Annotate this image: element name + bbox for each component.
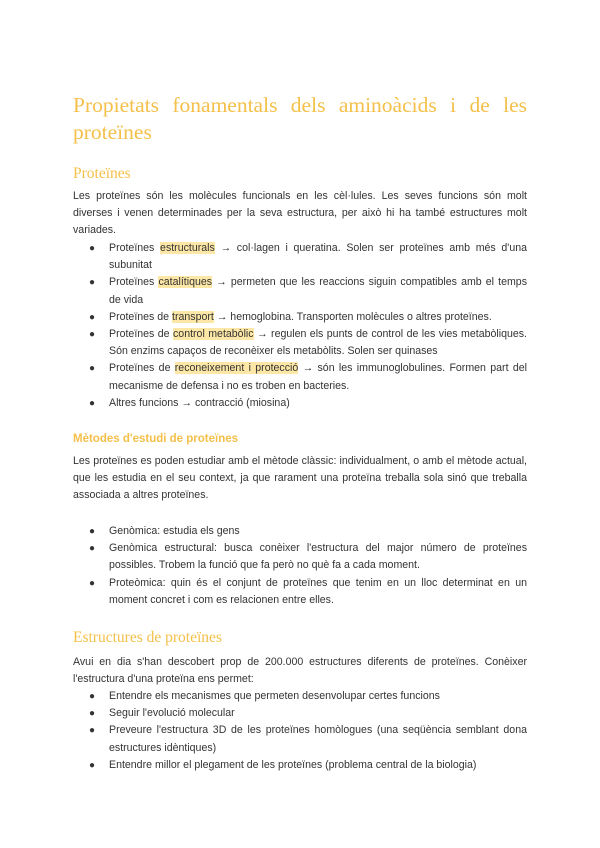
list-item: ● Entendre els mecanismes que permeten desenvolupar certes funcions (73, 688, 527, 705)
bullet-icon: ● (89, 329, 96, 341)
list-item: ● Seguir l'evolució molecular (73, 705, 527, 722)
metodes-intro: Les proteïnes es poden estudiar amb el mètode clàssic: individualment, o amb el mètode actual, que les estudia en el seu context, ja que rarament una proteïna treballa sola sinó que treballa associada a altres proteïnes. (73, 455, 527, 502)
highlight: catalítiques (158, 276, 213, 289)
list-item: ● Proteïnes catalítiques → permeten que les reaccions siguin compatibles amb el temps de vida (89, 276, 527, 306)
heading-metodes: Mètodes d'estudi de proteïnes (73, 433, 239, 445)
highlight: control metabòlic (173, 328, 254, 341)
bullet-icon: ● (89, 708, 96, 720)
heading-estructures: Estructures de proteïnes (73, 629, 222, 646)
list-item: ● Proteïnes estructurals → col·lagen i queratina. Solen ser proteïnes amb més d'una subunitat (89, 242, 527, 272)
bullet-icon: ● (89, 363, 96, 375)
highlight: estructurals (160, 242, 215, 254)
bullet-icon: ● (89, 397, 96, 409)
bullet-icon: ● (89, 759, 96, 771)
highlight: reconeixement i protecció (174, 362, 299, 375)
bullet-icon: ● (89, 243, 96, 254)
list-item: ● Genòmica: estudia els gens (73, 523, 527, 540)
estructures-list (73, 688, 527, 774)
list-item: ● Preveure l'estructura 3D de les proteïnes homòlogues (una seqüència semblant dona estructures idèntiques) (89, 724, 527, 754)
highlight: transport (172, 310, 214, 323)
bullet-icon: ● (89, 691, 96, 702)
list-item: ● Genòmica estructural: busca conèixer l'estructura del major número de proteïnes possibles. Trobem la funció que fa però no què fa a cada moment. (89, 542, 527, 572)
proteines-intro: Les proteïnes són les molècules funcionals en les cèl·lules. Les seves funcions són molt diverses i venen determinades per la seva estructura, per això hi ha també estructures molt variades. (73, 190, 527, 237)
heading-proteines: Proteïnes (73, 165, 131, 182)
list-item: ● Altres funcions → contracció (miosina) (73, 395, 527, 412)
list-item: ● Proteòmica: quin és el conjunt de proteïnes que tenim en un lloc determinat en un moment concret i com es relacionen entre elles. (89, 576, 527, 606)
bullet-icon: ● (89, 277, 96, 289)
list-item: ● Entendre millor el plegament de les proteïnes (problema central de la biologia) (73, 757, 527, 774)
bullet-icon: ● (89, 725, 96, 737)
metodes-list (73, 523, 527, 609)
page-title: Propietats fonamentals dels aminoàcids i de les proteïnes (73, 93, 527, 144)
proteines-list (73, 240, 527, 412)
bullet-icon: ● (89, 577, 96, 589)
list-item: ● Proteïnes de reconeixement i protecció → són les immunoglobulines. Formen part del mecanisme de defensa i no es troben en bacteries. (89, 362, 527, 392)
bullet-icon: ● (89, 543, 96, 555)
list-item: ● Proteïnes de transport → hemoglobina. Transporten molècules o altres proteïnes. (73, 309, 527, 326)
list-item: ● Proteïnes de control metabòlic → regulen els punts de control de les vies metabòliques. Són enzims capaços de reconèixer els metabòlits. Solen ser quinases (89, 328, 527, 358)
estructures-intro: Avui en dia s'han descobert prop de 200.000 estructures diferents de proteïnes. Conèixer l'estructura d'una proteïna ens permet: (73, 656, 527, 686)
bullet-icon: ● (89, 526, 96, 537)
bullet-icon: ● (89, 311, 96, 323)
